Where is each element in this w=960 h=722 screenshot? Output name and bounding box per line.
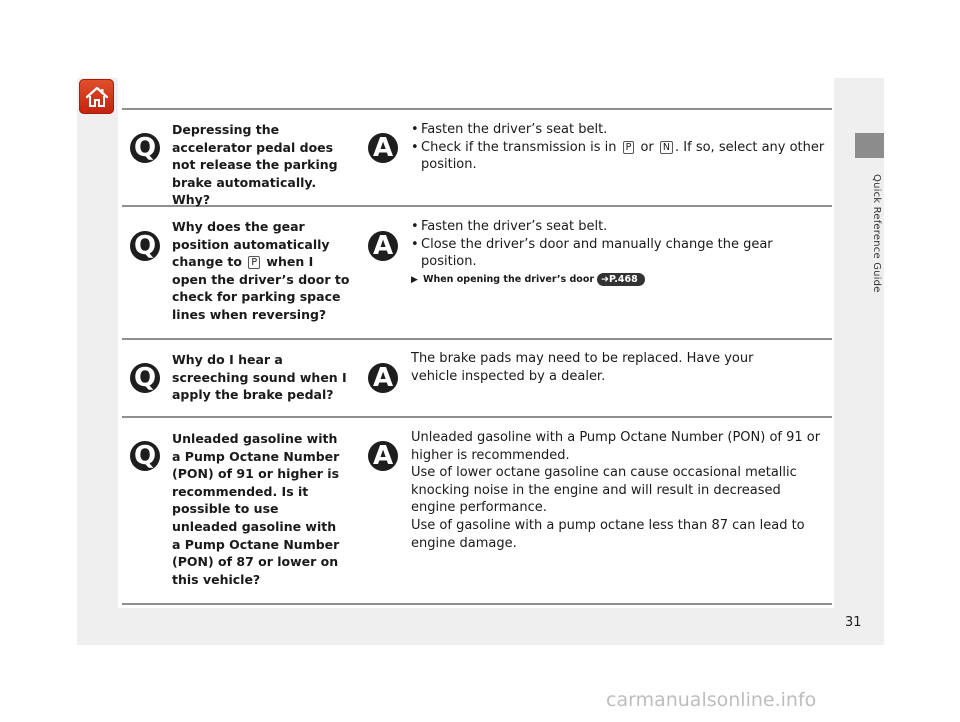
question-text: Unleaded gasoline with a Pump Octane Number (PON) of 91 or higher is recommended. Is it possible to use unleaded gasoline with a Pump Octane Number (PON) of 87 or lower on this vehicle? [172,431,340,587]
answer-text [411,429,826,552]
answer-badge: A [368,133,398,163]
answer-text [411,121,826,174]
triangle-arrow-icon: ▶ [411,274,418,285]
question-badge: Q [130,363,160,393]
answer-bullet: • Check if the transmission is in P or N . If so, select any other position. [411,139,825,173]
answer-line: Unleaded gasoline with a Pump Octane Number (PON) of 91 or higher is recommended. [411,430,821,463]
home-button[interactable] [79,79,114,114]
answer-text [411,218,826,289]
divider [122,416,832,418]
divider [122,338,832,340]
page-link[interactable]: ➜P.468 [597,273,645,286]
answer-bullet: • Fasten the driver’s seat belt. [411,122,608,137]
sidebar-section-tab[interactable] [855,133,884,158]
question-text: Depressing the accelerator pedal does not release the parking brake automatically. Why? [172,122,338,208]
gear-key-badge: N [660,141,673,154]
page-reference[interactable]: ▶ When opening the driver’s door ➜P.468 [411,271,826,289]
divider [122,603,832,605]
answer-text: The brake pads may need to be replaced. Have your vehicle inspected by a dealer. [411,351,754,384]
answer-badge: A [368,441,398,471]
question-text: Why do I hear a screeching sound when I apply the brake pedal? [172,352,347,403]
gear-key-badge: P [248,256,260,269]
question-text: Why does the gear position automatically change to P when I open the driver’s door to check for parking space lines when reversing? [172,219,350,322]
answer-line: Use of gasoline with a pump octane less than 87 can lead to engine damage. [411,517,805,551]
watermark: carmanualsonline.info [606,689,817,711]
gear-key-badge: P [623,141,635,154]
divider [122,108,832,110]
house-icon [84,85,110,109]
answer-line: Use of lower octane gasoline can cause occasional metallic knocking noise in the engine and will result in decreased engine performance. [411,465,797,516]
question-badge: Q [130,133,160,163]
sidebar-section-label: Quick Reference Guide [871,173,882,293]
answer-bullet: • Close the driver’s door and manually change the gear position. [411,236,773,270]
answer-badge: A [368,231,398,261]
answer-bullet: • Fasten the driver’s seat belt. [411,219,608,234]
question-badge: Q [130,231,160,261]
page-number: 31 [845,615,862,630]
question-badge: Q [130,441,160,471]
answer-badge: A [368,363,398,393]
